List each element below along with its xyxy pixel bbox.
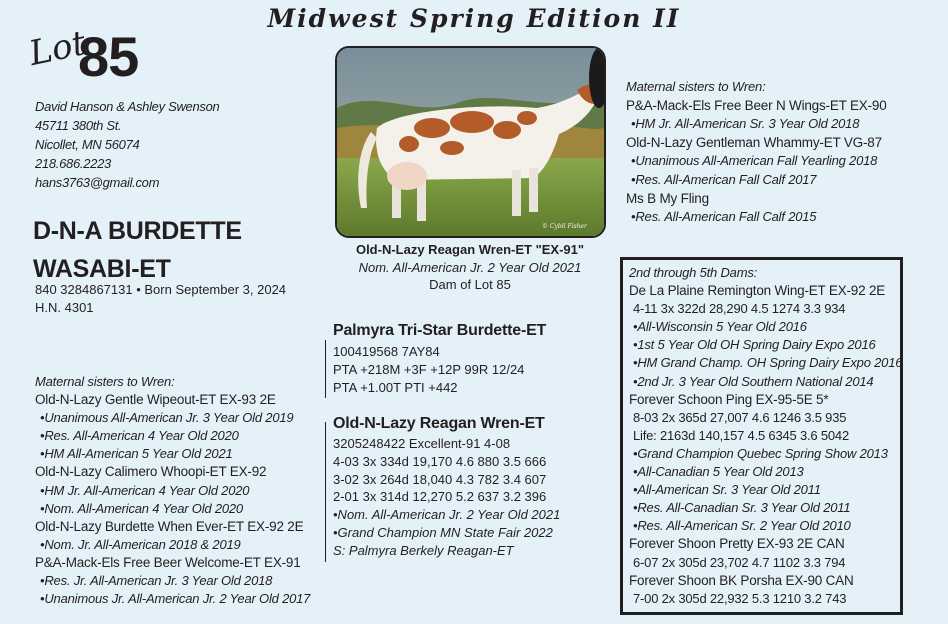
sister-award: •HM All-American 5 Year Old 2021: [40, 446, 233, 462]
dam4-name: Forever Shoon Pretty EX-93 2E CAN: [629, 536, 845, 552]
dam-record: 4-03 3x 334d 19,170 4.6 880 3.5 666: [333, 453, 547, 469]
dam-award: •Nom. All-American Jr. 2 Year Old 2021: [333, 507, 561, 523]
consignor-names: David Hanson & Ashley Swenson: [35, 99, 220, 114]
catalog-title: Midwest Spring Edition II: [267, 4, 681, 33]
dam3-award: •Res. All-American Sr. 2 Year Old 2010: [633, 518, 851, 534]
dam5-record: 7-00 2x 305d 22,932 5.3 1210 3.2 743: [633, 590, 847, 606]
sister-award: •HM Jr. All-American 4 Year Old 2020: [40, 482, 250, 498]
dams-content: [629, 264, 902, 608]
cow-photo-image: [337, 48, 604, 236]
sister-name: P&A-Mack-Els Free Beer N Wings-ET EX-90: [626, 97, 887, 113]
consignor-city: Nicollet, MN 56074: [35, 137, 140, 152]
dam-reg: 3205248422 Excellent-91 4-08: [333, 436, 511, 451]
sister-name: P&A-Mack-Els Free Beer Welcome-ET EX-91: [35, 554, 301, 570]
cow-photo: [335, 46, 606, 238]
dam2-award: •All-Wisconsin 5 Year Old 2016: [633, 319, 807, 335]
dam-record: 3-02 3x 264d 18,040 4.3 782 3.4 607: [333, 471, 547, 487]
animal-herd-number: H.N. 4301: [35, 300, 94, 315]
sire-divider: [325, 340, 326, 398]
animal-name-line1: D-N-A BURDETTE: [33, 217, 242, 245]
sire-reg: 100419568 7AY84: [333, 344, 440, 359]
sister-award: •Res. All-American Fall Calf 2017: [631, 171, 817, 187]
photo-caption: [330, 241, 610, 294]
sister-award: •Res. All-American 4 Year Old 2020: [40, 428, 239, 444]
sister-award: •Res. Jr. All-American Jr. 3 Year Old 2018: [40, 573, 273, 589]
sister-award: •Unanimous Jr. All-American Jr. 2 Year Old 2017: [40, 591, 311, 607]
sister-award: •Unanimous All-American Fall Yearling 2018: [631, 153, 878, 169]
dam-divider: [325, 422, 326, 562]
animal-info: [35, 281, 286, 317]
consignor-phone: 218.686.2223: [35, 156, 111, 171]
consignor-email[interactable]: hans3763@gmail.com: [35, 175, 160, 190]
dam3-award: •Grand Champion Quebec Spring Show 2013: [633, 445, 888, 461]
caption-award: Nom. All-American Jr. 2 Year Old 2021: [358, 259, 582, 275]
consignor-contact: [35, 97, 219, 192]
lot-number: 85: [78, 25, 139, 88]
maternal-sisters-heading: Maternal sisters to Wren:: [626, 79, 766, 94]
dam3-award: •All-American Sr. 3 Year Old 2011: [633, 482, 821, 498]
dam2-award: •2nd Jr. 3 Year Old Southern National 2014: [633, 373, 874, 389]
maternal-sisters-heading: Maternal sisters to Wren:: [35, 374, 175, 389]
dam3-record: 8-03 2x 365d 27,007 4.6 1246 3.5 935: [633, 409, 847, 425]
dam-name: Old-N-Lazy Reagan Wren-ET: [333, 415, 545, 432]
sister-name: Old-N-Lazy Burdette When Ever-ET EX-92 2E: [35, 518, 304, 534]
dam4-record: 6-07 2x 305d 23,702 4.7 1102 3.3 794: [633, 554, 846, 570]
animal-name-line2: WASABI-ET: [33, 255, 171, 283]
sister-award: •Res. All-American Fall Calf 2015: [631, 209, 817, 225]
dam2-award: •HM Grand Champ. OH Spring Dairy Expo 2016: [633, 355, 903, 371]
sister-award: •Unanimous All-American Jr. 3 Year Old 2019: [40, 410, 294, 426]
sister-award: •Nom. Jr. All-American 2018 & 2019: [40, 536, 241, 552]
dam-sire: S: Palmyra Berkely Reagan-ET: [333, 542, 514, 558]
sire-pta-1: PTA +218M +3F +12P 99R 12/24: [333, 361, 525, 377]
dam-record: 2-01 3x 314d 12,270 5.2 637 3.2 396: [333, 489, 547, 505]
dam3-award: •Res. All-Canadian Sr. 3 Year Old 2011: [633, 500, 851, 516]
animal-registration: 840 3284867131 • Born September 3, 2024: [35, 282, 287, 297]
maternal-sisters-right: [626, 78, 887, 227]
sister-name: Ms B My Fling: [626, 190, 709, 206]
sire-pta-2: PTA +1.00T PTI +442: [333, 379, 458, 395]
sister-name: Old-N-Lazy Gentleman Whammy-ET VG-87: [626, 134, 882, 150]
maternal-sisters-left: [35, 373, 310, 608]
dam5-name: Forever Shoon BK Porsha EX-90 CAN: [629, 572, 854, 588]
caption-dam-of: Dam of Lot 85: [429, 277, 511, 292]
dam3-award: •All-Canadian 5 Year Old 2013: [633, 464, 804, 480]
dam2-award: •1st 5 Year Old OH Spring Dairy Expo 2016: [633, 337, 876, 353]
sire-name: Palmyra Tri-Star Burdette-ET: [333, 322, 547, 339]
sister-name: Old-N-Lazy Gentle Wipeout-ET EX-93 2E: [35, 392, 276, 408]
dam2-record: 4-11 3x 322d 28,290 4.5 1274 3.3 934: [633, 301, 846, 317]
dam3-lifetime: Life: 2163d 140,157 4.5 6345 3.6 5042: [633, 427, 849, 443]
animal-name: [33, 212, 242, 288]
sire-block: [333, 322, 546, 396]
caption-name: Old-N-Lazy Reagan Wren-ET "EX-91": [355, 242, 585, 257]
dam-block: [333, 415, 560, 560]
dam3-name: Forever Schoon Ping EX-95-5E 5*: [629, 391, 829, 407]
sister-name: Old-N-Lazy Calimero Whoopi-ET EX-92: [35, 464, 267, 480]
sister-award: •HM Jr. All-American Sr. 3 Year Old 2018: [631, 116, 860, 132]
dam2-name: De La Plaine Remington Wing-ET EX-92 2E: [629, 283, 886, 299]
lot-word: Lot: [25, 23, 90, 74]
consignor-street: 45711 380th St.: [35, 118, 122, 133]
dams-heading: 2nd through 5th Dams:: [629, 265, 758, 280]
photo-watermark: © Cybil Fisher: [542, 223, 587, 230]
dam-award: •Grand Champion MN State Fair 2022: [333, 524, 553, 540]
sister-award: •Nom. All-American 4 Year Old 2020: [40, 500, 243, 516]
